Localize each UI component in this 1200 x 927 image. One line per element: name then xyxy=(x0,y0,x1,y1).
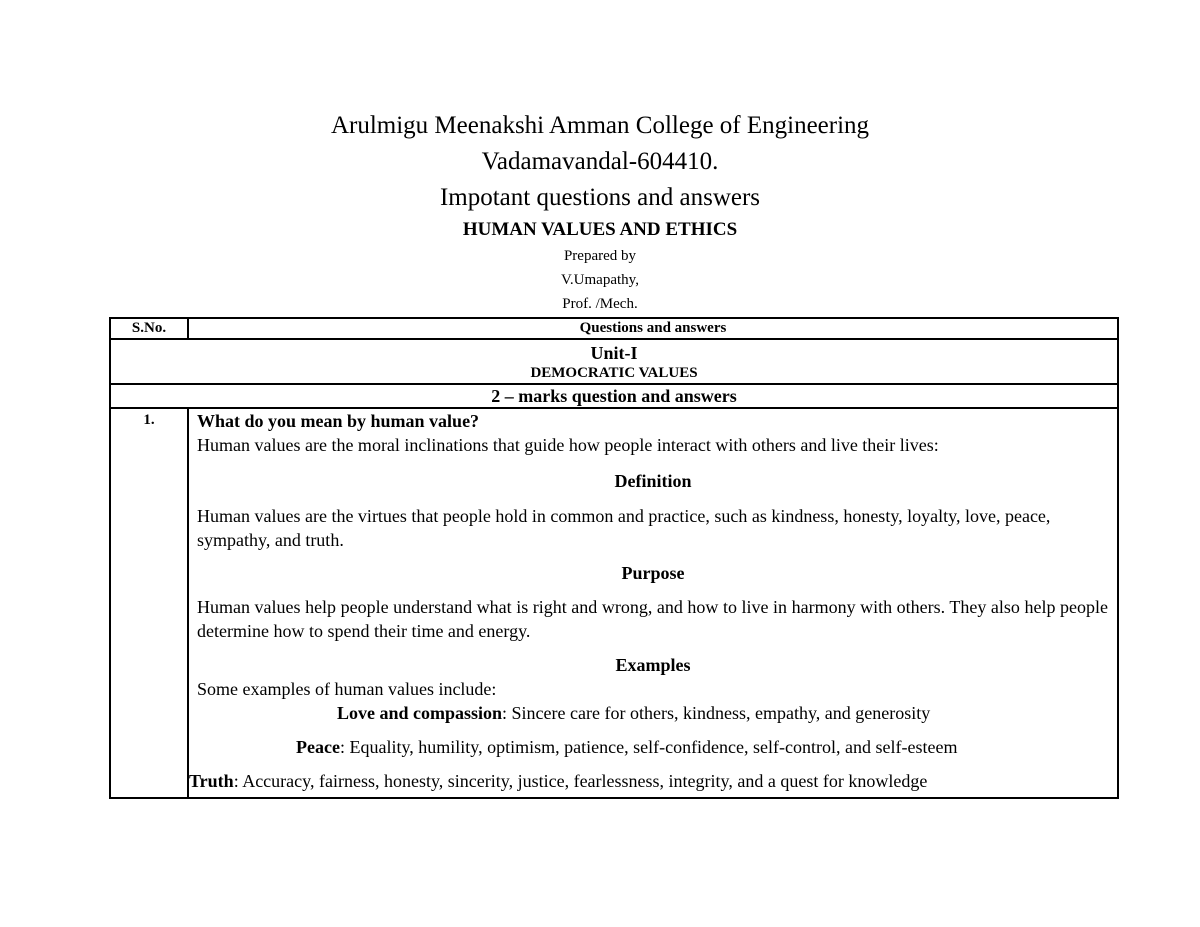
qa-column-header: Questions and answers xyxy=(188,318,1118,339)
table-header-row xyxy=(110,318,1118,339)
college-name: Arulmigu Meenakshi Amman College of Engineering xyxy=(330,112,870,139)
unit-cell xyxy=(110,339,1118,384)
examples-intro: Some examples of human values include: xyxy=(197,679,497,699)
prepared-by-label: Prepared by xyxy=(563,248,637,264)
example-love-compassion xyxy=(337,701,930,725)
unit-row xyxy=(110,339,1118,384)
example-description: : Equality, humility, optimism, patience, self-confidence, self-control, and self-esteem xyxy=(339,737,958,757)
answer-intro: Human values are the moral inclinations that guide how people interact with others and live their lives: xyxy=(197,435,939,455)
document-heading: Impotant questions and answers xyxy=(439,184,761,211)
example-peace xyxy=(296,735,957,759)
definition-text: Human values are the virtues that people hold in common and practice, such as kindness, honesty, loyalty, love, peace, sympathy, and truth. xyxy=(197,506,1051,550)
purpose-text: Human values help people understand what is right and wrong, and how to live in harmony with others. They also help people determine how to spend their time and energy. xyxy=(197,597,1108,641)
unit-subtitle: DEMOCRATIC VALUES xyxy=(530,365,698,381)
answer-cell xyxy=(188,408,1118,798)
example-description: : Sincere care for others, kindness, empathy, and generosity xyxy=(502,703,931,723)
definition-heading: Definition xyxy=(614,471,692,491)
purpose-heading: Purpose xyxy=(621,563,685,583)
sno-column-header: S.No. xyxy=(110,318,188,339)
examples-heading: Examples xyxy=(615,655,691,675)
section-title: 2 – marks question and answers xyxy=(110,384,1118,408)
author-designation: Prof. /Mech. xyxy=(562,296,638,312)
example-truth xyxy=(189,769,927,793)
subject-title: HUMAN VALUES AND ETHICS xyxy=(462,219,738,240)
table-row xyxy=(110,408,1118,798)
example-term: Peace xyxy=(296,737,340,757)
author-name: V.Umapathy, xyxy=(561,272,639,288)
unit-title: Unit-I xyxy=(590,343,638,363)
college-address: Vadamavandal-604410. xyxy=(481,148,719,175)
qa-table xyxy=(109,317,1119,799)
example-term: Love and compassion xyxy=(337,703,503,723)
example-term: Truth xyxy=(189,771,234,791)
section-row xyxy=(110,384,1118,408)
question-title: What do you mean by human value? xyxy=(197,411,480,431)
row-number: 1. xyxy=(110,408,188,798)
example-description: : Accuracy, fairness, honesty, sincerity, justice, fearlessness, integrity, and a quest for knowledge xyxy=(233,771,928,791)
